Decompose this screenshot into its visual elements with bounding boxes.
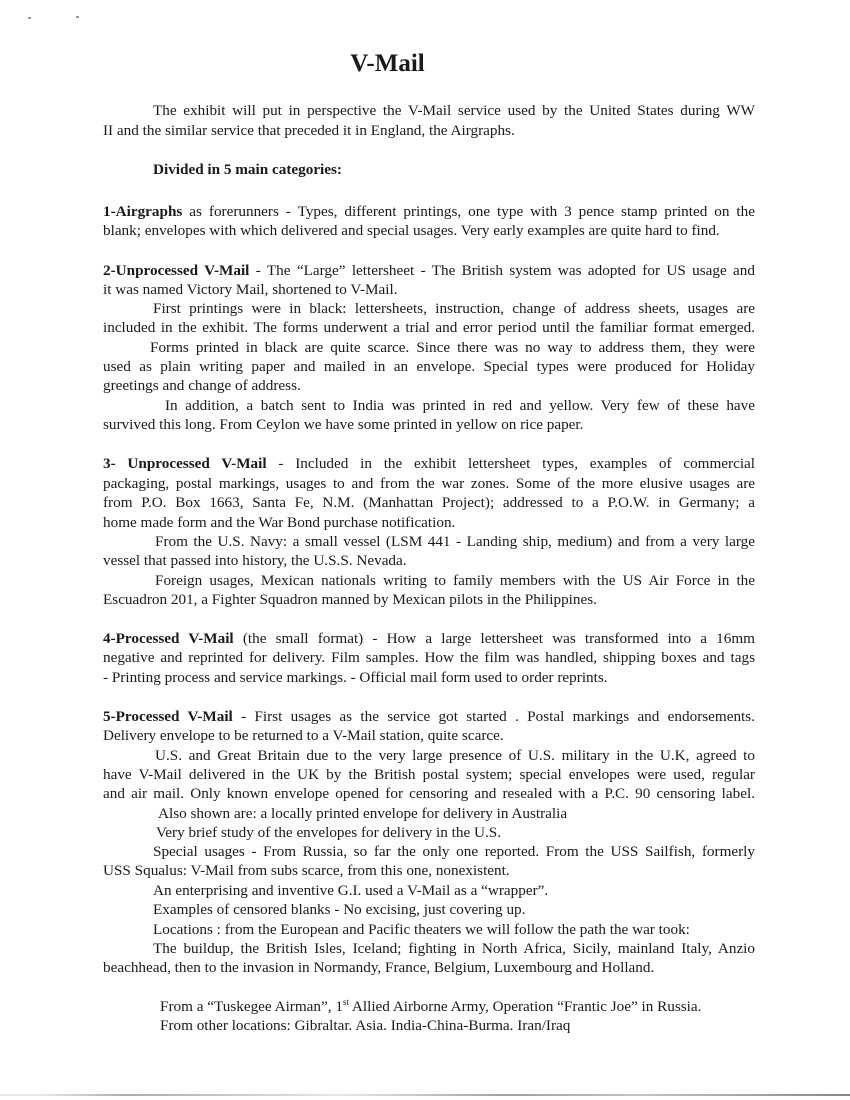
section-5-line: have V-Mail delivered in the UK by the British postal system; special envelopes were used, regular [103, 766, 755, 783]
section-3-line: Foreign usages, Mexican nationals writing to family members with the US Air Force in the [155, 572, 755, 589]
section-5-line: Also shown are: a locally printed envelope for delivery in Australia [158, 805, 568, 822]
section-2-line: 2-Unprocessed V-Mail - The “Large” lettersheet - The British system was adopted for US usage and [103, 262, 755, 279]
section-5-line: Examples of censored blanks - No excising, just covering up. [153, 901, 526, 918]
section-5-line: Special usages - From Russia, so far the only one reported. From the USS Sailfish, formerly [153, 843, 755, 860]
section-5-line: Very brief study of the envelopes for delivery in the U.S. [156, 824, 502, 841]
section-5-line: and air mail. Only known envelope opened for censoring and resealed with a P.C. 90 censoring label. [103, 785, 755, 802]
scan-speck [76, 16, 79, 18]
section-2-line: survived this long. From Ceylon we have some printed in yellow on rice paper. [103, 416, 584, 433]
scan-speck [28, 17, 31, 19]
section-5-heading: 5-Processed V-Mail [103, 708, 233, 725]
categories-heading: Divided in 5 main categories: [153, 161, 342, 178]
section-4-line: 4-Processed V-Mail (the small format) - How a large lettersheet was transformed into a 16mm [103, 630, 755, 647]
section-3-line: from P.O. Box 1663, Santa Fe, N.M. (Manhattan Project); addressed to a P.O.W. in Germany; a [103, 494, 755, 511]
section-2-line: First printings were in black: lettersheets, instruction, change of address sheets, usages are [153, 300, 755, 317]
section-2-line: Forms printed in black are quite scarce. Since there was no way to address them, they were [150, 339, 755, 356]
section-5-line: 5-Processed V-Mail - First usages as the service got started . Postal markings and endorsements. [103, 708, 755, 725]
document-title: V-Mail [350, 50, 425, 77]
section-2-line: used as plain writing paper and mailed in an envelope. Special types were produced for Holiday [103, 358, 755, 375]
section-2-heading: 2-Unprocessed V-Mail [103, 262, 250, 279]
section-3-line: From the U.S. Navy: a small vessel (LSM 441 - Landing ship, medium) and from a very large [155, 533, 755, 550]
section-5-line: beachhead, then to the invasion in Normandy, France, Belgium, Luxembourg and Holland. [103, 959, 655, 976]
section-4-line: negative and reprinted for delivery. Film samples. How the film was handled, shipping boxes and tags [103, 649, 755, 666]
closing-line: From other locations: Gibraltar. Asia. India-China-Burma. Iran/Iraq [160, 1017, 571, 1034]
section-3-line: packaging, postal markings, usages to and from the war zones. Some of the more elusive usages are [103, 475, 755, 492]
section-5-line: Delivery envelope to be returned to a V-Mail station, quite scarce. [103, 727, 504, 744]
section-1-line: blank; envelopes with which delivered and special usages. Very early examples are quite hard to find. [103, 222, 720, 239]
section-4-heading: 4-Processed V-Mail [103, 630, 234, 647]
section-3-line: vessel that passed into history, the U.S.S. Nevada. [103, 552, 407, 569]
section-5-line: The buildup, the British Isles, Iceland; fighting in North Africa, Sicily, mainland Italy, Anzio [153, 940, 755, 957]
section-5-line: Locations : from the European and Pacific theaters we will follow the path the war took: [153, 921, 690, 938]
section-2-line: it was named Victory Mail, shortened to V-Mail. [103, 281, 398, 298]
section-1-heading: 1-Airgraphs [103, 203, 183, 220]
section-1-line: 1-Airgraphs as forerunners - Types, different printings, one type with 3 pence stamp printed on the [103, 203, 755, 220]
section-3-line: 3- Unprocessed V-Mail - Included in the exhibit lettersheet types, examples of commercial [103, 455, 756, 472]
closing-line: From a “Tuskegee Airman”, 1st Allied Airborne Army, Operation “Frantic Joe” in Russia. [160, 997, 702, 1015]
section-2-line: greetings and change of address. [103, 377, 301, 394]
intro-line: The exhibit will put in perspective the V-Mail service used by the United States during WW [153, 102, 755, 119]
section-5-line: An enterprising and inventive G.I. used a V-Mail as a “wrapper”. [153, 882, 549, 899]
section-2-line: In addition, a batch sent to India was printed in red and yellow. Very few of these have [165, 397, 755, 414]
section-5-line: U.S. and Great Britain due to the very large presence of U.S. military in the U.K, agreed to [155, 747, 755, 764]
intro-line: II and the similar service that preceded it in England, the Airgraphs. [103, 122, 515, 139]
section-3-line: Escuadron 201, a Fighter Squadron manned by Mexican pilots in the Philippines. [103, 591, 597, 608]
section-5-line: USS Squalus: V-Mail from subs scarce, from this one, nonexistent. [103, 862, 510, 879]
section-4-line: - Printing process and service markings. - Official mail form used to order reprints. [103, 669, 608, 686]
section-3-line: home made form and the War Bond purchase notification. [103, 514, 456, 531]
scan-bottom-edge [0, 1094, 850, 1096]
section-2-line: included in the exhibit. The forms underwent a trial and error period until the familiar format emerged. [103, 319, 755, 336]
section-3-heading: 3- Unprocessed V-Mail [103, 455, 267, 472]
